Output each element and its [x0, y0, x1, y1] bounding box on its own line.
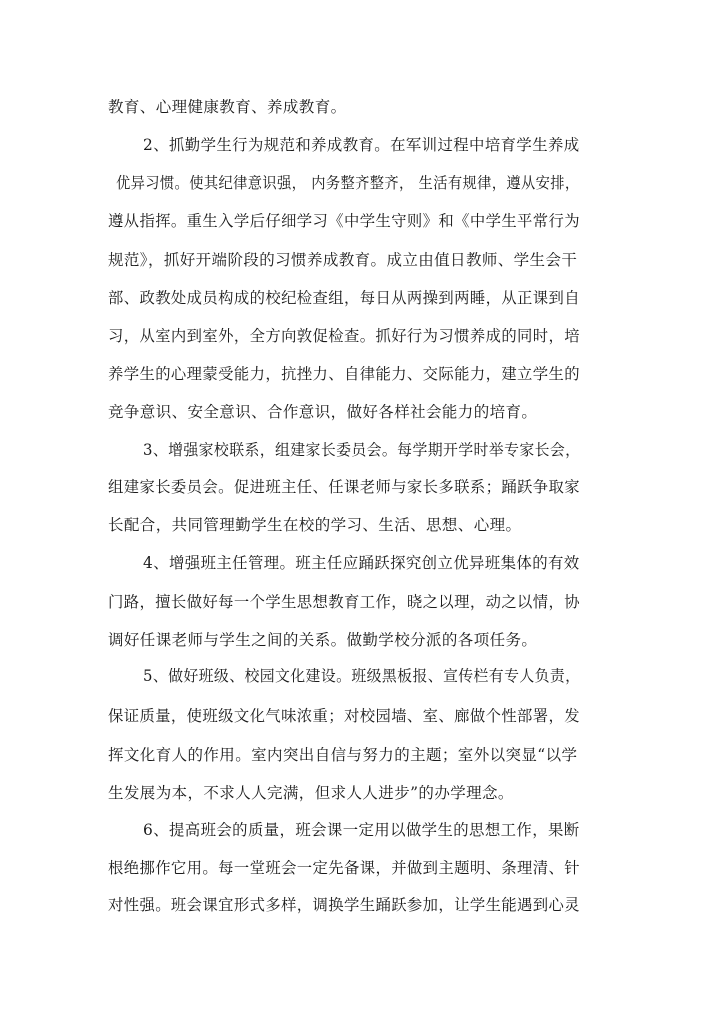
text-line: 养学生的心理蒙受能力，抗挫力、自律能力、交际能力，建立学生的 [108, 365, 581, 383]
text-line: 遵从指挥。重生入学后仔细学习《中学生守则》和《中学生平常行为 [108, 212, 581, 230]
text-line: 组建家长委员会。促进班主任、任课老师与家长多联系；踊跃争取家 [108, 478, 581, 496]
text-line: 优异习惯。使其纪律意识强， 内务整齐整齐， 生活有规律，遵从安排， [116, 174, 580, 192]
text-line: 5、做好班级、校园文化建设。班级黑板报、宣传栏有专人负责， [143, 667, 581, 685]
text-line: 保证质量，使班级文化气味浓重；对校园墙、室、廊做个性部署，发 [108, 707, 581, 725]
text-line: 门路，擅长做好每一个学生思想教育工作，晓之以理，动之以情，协 [108, 593, 581, 611]
text-line: 挥文化育人的作用。室内突出自信与努力的主题；室外以突显“以学 [108, 746, 578, 764]
text-line: 4、增强班主任管理。班主任应踊跃探究创立优异班集体的有效 [143, 554, 580, 572]
text-line: 长配合，共同管理勤学生在校的学习、生活、思想、心理。 [108, 516, 522, 534]
text-line: 6、提高班会的质量，班会课一定用以做学生的思想工作，果断 [143, 821, 580, 839]
text-line: 部、政教处成员构成的校纪检查组，每日从两操到两睡，从正课到自 [108, 289, 581, 307]
text-line: 根绝挪作它用。每一堂班会一定先备课，并做到主题明、条理清、针 [108, 859, 581, 877]
text-line: 对性强。班会课宜形式多样，调换学生踊跃参加，让学生能遇到心灵 [108, 896, 581, 914]
text-line: 生发展为本，不求人人完满，但求人人进步”的办学理念。 [108, 784, 514, 802]
text-line: 规范》，抓好开端阶段的习惯养成教育。成立由值日教师、学生会干 [108, 251, 578, 269]
text-line: 2、抓勤学生行为规范和养成教育。在军训过程中培育学生养成 [143, 136, 580, 154]
text-line: 3、增强家校联系，组建家长委员会。每学期开学时举专家长会， [143, 441, 581, 459]
text-line: 教育、心理健康教育、养成教育。 [108, 98, 347, 116]
text-line: 习，从室内到室外，全方向敦促检查。抓好行为习惯养成的同时，培 [108, 327, 581, 345]
text-line: 竞争意识、安全意识、合作意识，做好各样社会能力的培育。 [108, 403, 538, 421]
text-line: 调好任课老师与学生之间的关系。做勤学校分派的各项任务。 [108, 631, 538, 649]
